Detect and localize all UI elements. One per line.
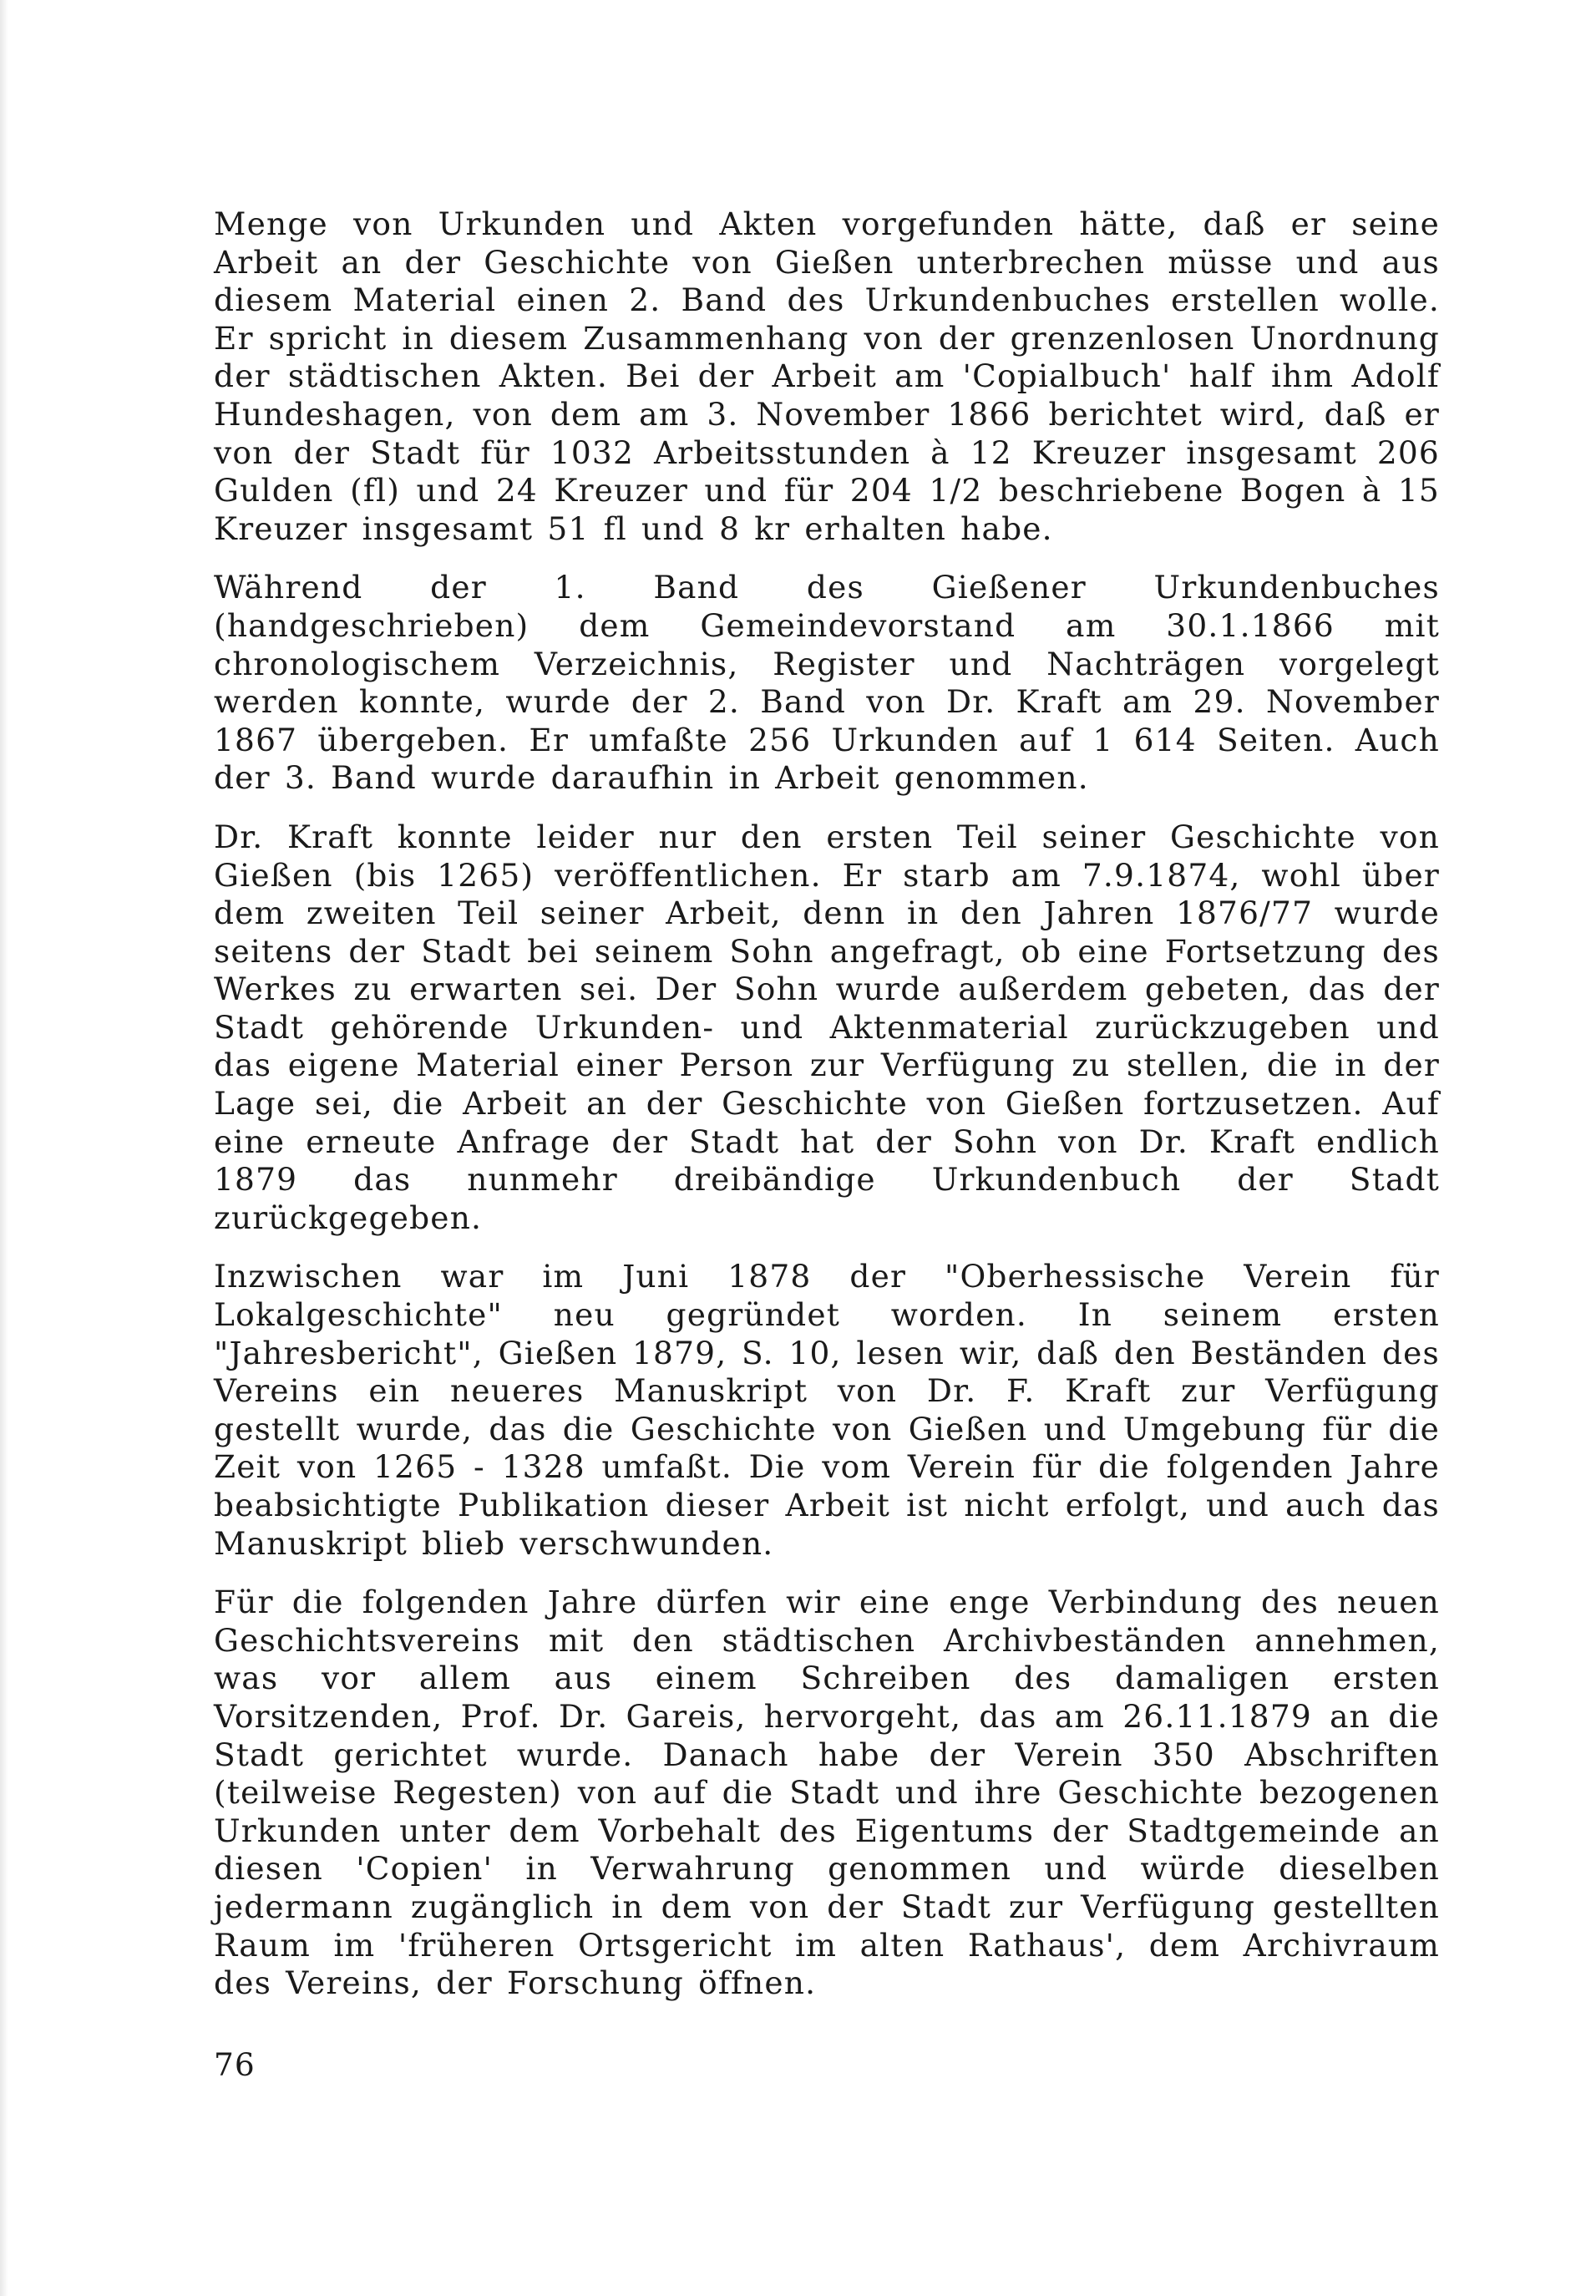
paragraph-3: Dr. Kraft konnte leider nur den ersten Teil seiner Geschichte von Gießen (bis 1265) veröffentlichen. Er starb am 7.9.1874, wohl über dem zweiten Teil seiner Arbeit, denn in den Jahren 1876/77 wurde seitens der Stadt bei seinem Sohn angefragt, ob eine Fortsetzung des Werkes zu erwarten sei. Der Sohn wurde außerdem gebeten, das der Stadt gehörende Urkunden- und Aktenmaterial zurückzugeben und das eigene Material einer Person zur Verfügung zu stellen, die in der Lage sei, die Arbeit an der Geschichte von Gießen fortzusetzen. Auf eine erneute Anfrage der Stadt hat der Sohn von Dr. Kraft endlich 1879 das nunmehr dreibändige Urkundenbuch der Stadt zurückgegeben. (214, 818, 1440, 1236)
body-text (214, 205, 1440, 2024)
paragraph-1: Menge von Urkunden und Akten vorgefunden hätte, daß er seine Arbeit an der Geschichte von Gießen unterbrechen müsse und aus diesem Material einen 2. Band des Urkundenbuches erstellen wolle. Er spricht in diesem Zusammenhang von der grenzenlosen Unordnung der städtischen Akten. Bei der Arbeit am 'Copialbuch' half ihm Adolf Hundeshagen, von dem am 3. November 1866 berichtet wird, daß er von der Stadt für 1032 Arbeitsstunden à 12 Kreuzer insgesamt 206 Gulden (fl) und 24 Kreuzer und für 204 1/2 beschriebene Bogen à 15 Kreuzer insgesamt 51 fl und 8 kr erhalten habe. (214, 205, 1440, 547)
paragraph-5: Für die folgenden Jahre dürfen wir eine enge Verbindung des neuen Geschichtsvereins mit den städtischen Archivbeständen annehmen, was vor allem aus einem Schreiben des damaligen ersten Vorsitzenden, Prof. Dr. Gareis, hervorgeht, das am 26.11.1879 an die Stadt gerichtet wurde. Danach habe der Verein 350 Abschriften (teilweise Regesten) von auf die Stadt und ihre Geschichte bezogenen Urkunden unter dem Vorbehalt des Eigentums der Stadtgemeinde an diesen 'Copien' in Verwahrung genommen und würde dieselben jedermann zugänglich in dem von der Stadt zur Verfügung gestellten Raum im 'früheren Ortsgericht im alten Rathaus', dem Archivraum des Vereins, der Forschung öffnen. (214, 1584, 1440, 2002)
page-edge-shadow (0, 0, 8, 2296)
paragraph-2: Während der 1. Band des Gießener Urkundenbuches (handgeschrieben) dem Gemeindevorstand am 30.1.1866 mit chronologischem Verzeichnis, Register und Nachträgen vorgelegt werden konnte, wurde der 2. Band von Dr. Kraft am 29. November 1867 übergeben. Er umfaßte 256 Urkunden auf 1 614 Seiten. Auch der 3. Band wurde daraufhin in Arbeit genommen. (214, 569, 1440, 797)
paragraph-4: Inzwischen war im Juni 1878 der "Oberhessische Verein für Lokalgeschichte" neu gegründet worden. In seinem ersten "Jahresbericht", Gießen 1879, S. 10, lesen wir, daß den Beständen des Vereins ein neueres Manuskript von Dr. F. Kraft zur Verfügung gestellt wurde, das die Geschichte von Gießen und Umgebung für die Zeit von 1265 - 1328 umfaßt. Die vom Verein für die folgenden Jahre beabsichtigte Publikation dieser Arbeit ist nicht erfolgt, und auch das Manuskript blieb verschwunden. (214, 1258, 1440, 1562)
page-number: 76 (214, 2046, 256, 2083)
